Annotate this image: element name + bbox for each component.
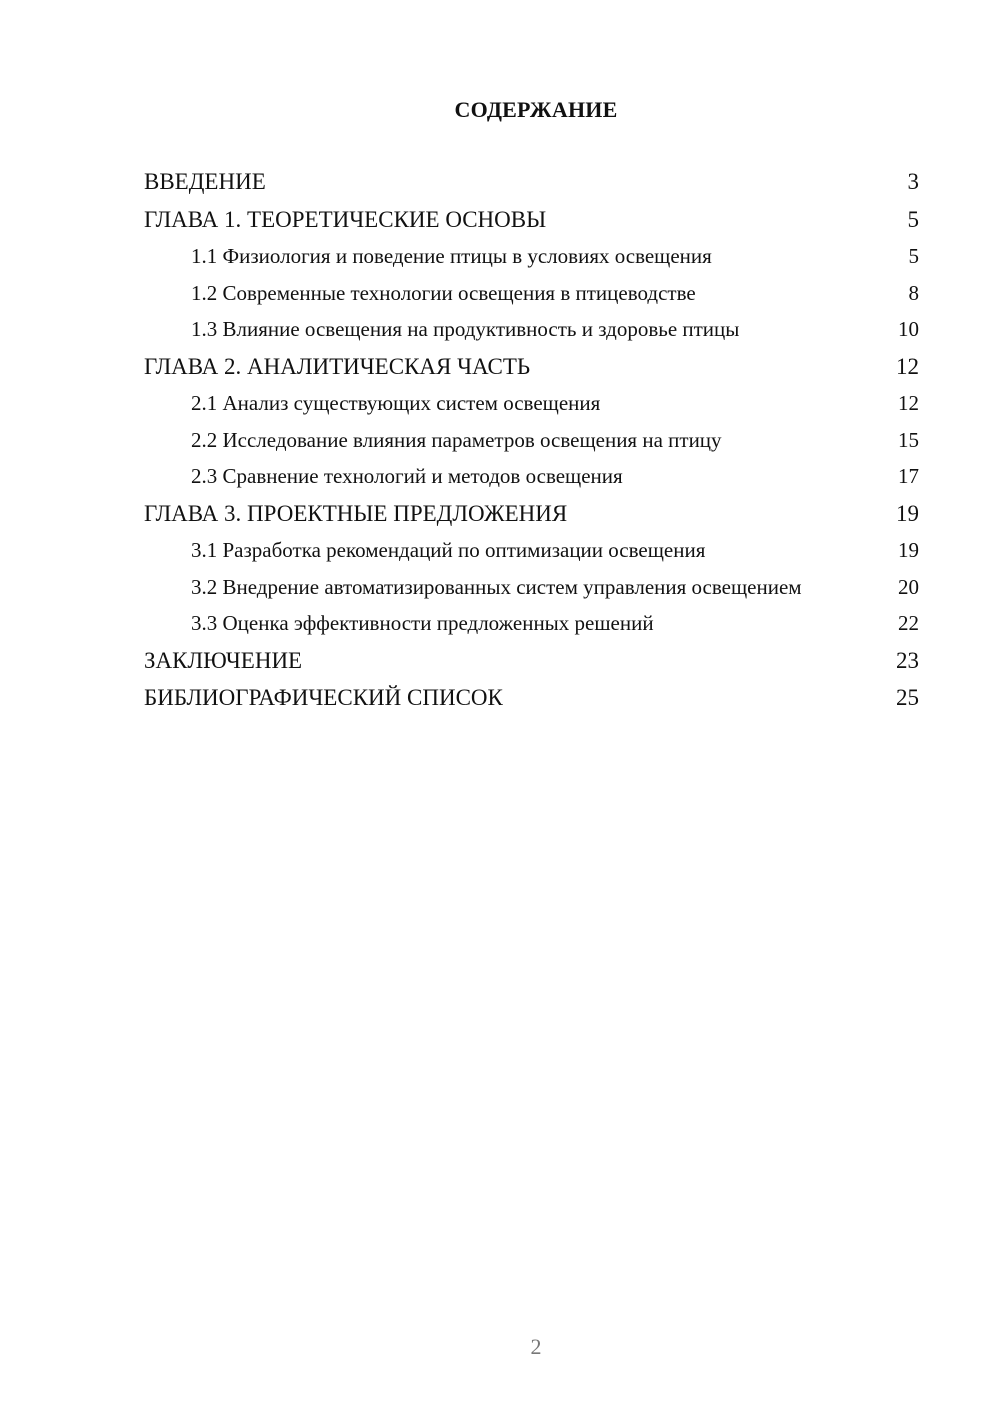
toc-entry-section-2-2	[144, 427, 919, 453]
toc-entry-chapter-3	[144, 500, 919, 527]
toc-entry-title: ГЛАВА 3. ПРОЕКТНЫЕ ПРЕДЛОЖЕНИЯ	[144, 500, 568, 526]
toc-entry-section-1-3	[144, 316, 919, 342]
toc-entry-section-1-1	[144, 243, 919, 269]
table-of-contents	[144, 168, 919, 722]
toc-entry-page: 19	[898, 538, 919, 562]
toc-entry-section-2-3	[144, 463, 919, 489]
toc-entry-section-3-1	[144, 537, 919, 563]
toc-entry-page: 12	[898, 391, 919, 415]
toc-entry-title: ВВЕДЕНИЕ	[144, 169, 266, 194]
toc-entry-page: 10	[898, 317, 919, 341]
toc-entry-page: 12	[896, 353, 919, 379]
toc-entry-page: 5	[908, 244, 919, 268]
toc-entry-conclusion	[144, 647, 919, 674]
toc-entry-page: 8	[908, 280, 919, 305]
toc-entry-section-3-2	[144, 574, 919, 600]
toc-entry-page: 15	[898, 427, 919, 452]
toc-entry-title: ГЛАВА 1. ТЕОРЕТИЧЕСКИЕ ОСНОВЫ	[144, 206, 547, 232]
toc-entry-title: 2.2 Исследование влияния параметров освещения на птицу	[191, 427, 722, 452]
toc-entry-title: 3.3 Оценка эффективности предложенных решений	[191, 611, 654, 635]
toc-entry-page: 20	[898, 574, 919, 599]
toc-entry-section-3-3	[144, 610, 919, 636]
toc-entry-title: ГЛАВА 2. АНАЛИТИЧЕСКАЯ ЧАСТЬ	[144, 353, 531, 379]
toc-entry-section-2-1	[144, 390, 919, 416]
toc-entry-page: 17	[898, 464, 919, 488]
toc-entry-title: 3.1 Разработка рекомендаций по оптимизации освещения	[191, 538, 706, 562]
toc-entry-chapter-2	[144, 353, 919, 380]
toc-entry-page: 25	[896, 685, 919, 710]
toc-entry-page: 5	[907, 206, 919, 232]
page-number: 2	[530, 1334, 542, 1359]
toc-entry-title: 3.2 Внедрение автоматизированных систем управления освещением	[191, 574, 802, 599]
toc-entry-bibliography	[144, 684, 919, 711]
toc-entry-title: 1.2 Современные технологии освещения в птицеводстве	[191, 280, 696, 305]
toc-entry-title: ЗАКЛЮЧЕНИЕ	[144, 647, 303, 673]
toc-entry-title: 1.3 Влияние освещения на продуктивность и здоровье птицы	[191, 317, 740, 341]
toc-entry-introduction	[144, 168, 919, 195]
toc-entry-title: 2.3 Сравнение технологий и методов освещения	[191, 464, 623, 488]
toc-entry-page: 22	[898, 611, 919, 635]
toc-entry-page: 3	[907, 169, 919, 194]
toc-entry-section-1-2	[144, 280, 919, 306]
toc-entry-page: 23	[896, 647, 919, 673]
toc-entry-title: 2.1 Анализ существующих систем освещения	[191, 391, 601, 415]
toc-entry-page: 19	[896, 500, 919, 526]
toc-entry-title: 1.1 Физиология и поведение птицы в условиях освещения	[191, 244, 712, 268]
toc-entry-chapter-1	[144, 206, 919, 233]
page-title: СОДЕРЖАНИЕ	[454, 97, 618, 122]
toc-entry-title: БИБЛИОГРАФИЧЕСКИЙ СПИСОК	[144, 685, 503, 710]
